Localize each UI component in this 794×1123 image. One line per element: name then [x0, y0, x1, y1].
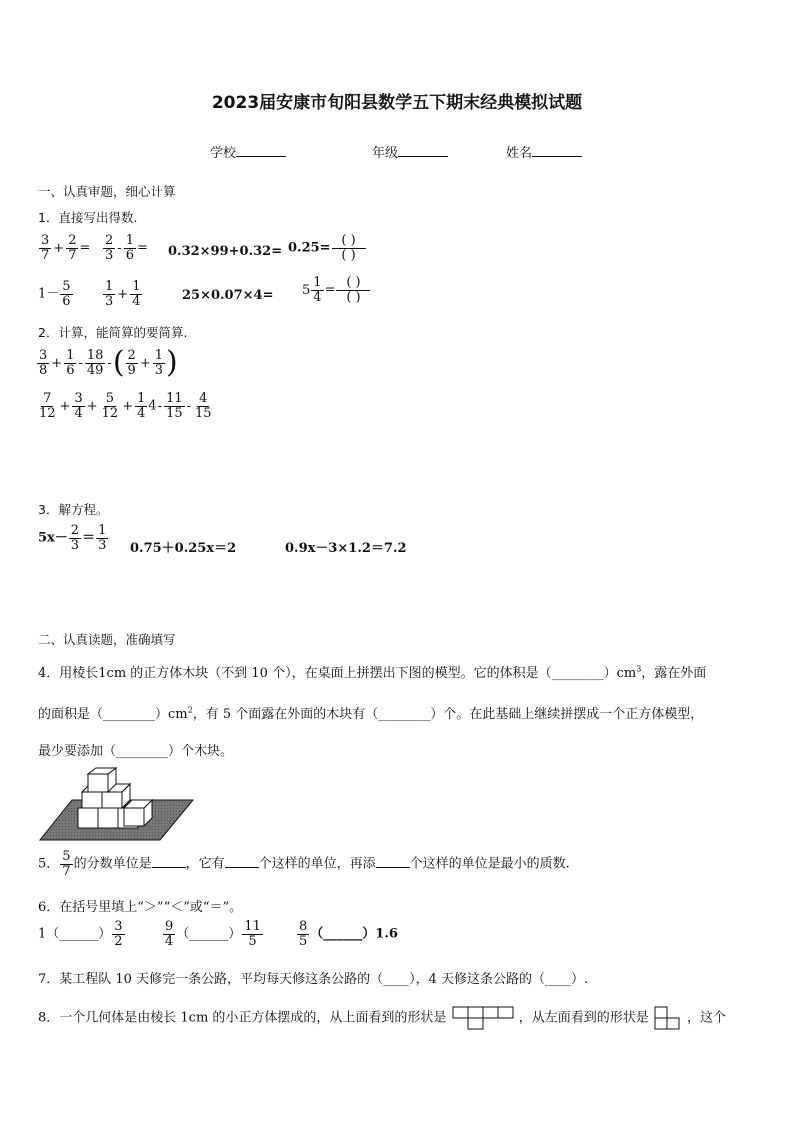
cube [88, 774, 108, 792]
q4-line-2: 的面积是$(\_\_\_\_\_\_\_\_)cm^2$，有 5 个面露在外面的木块有（________）个。在此基础上继续拼摆成一个正方体模型， [38, 705, 704, 722]
q2-expr-1: $\frac{3}{8}$ + $\frac{1}{6}$ - $\frac{18}{49}$ -( $\frac{2}{9}$ + $\frac{1}{3}$ ) [39, 345, 178, 380]
q8: 8．一个几何体是由棱长 1cm 的小正方体摆成的，从上面看到的形状是 ，从左面看到的形状是 ，这个 [38, 1005, 726, 1031]
name-label: 姓名 [506, 146, 533, 161]
section-1-heading: 一、认真审题，细心计算 [38, 184, 176, 199]
q5-blank-2[interactable] [225, 855, 259, 868]
q1-r2-c: 25×0.07×4= [182, 288, 274, 303]
school-field [210, 142, 286, 161]
q2-expr-2: $\frac{7}{12}$ + $\frac{3}{4}$ + $\frac{5}{12}$ + $\frac{1}{4}$ 4- $\frac{11}{15}$ - $\frac{4}{15}$ [39, 391, 212, 421]
q3-label: 3．解方程。 [38, 502, 109, 517]
q4-line-3: 最少要添加（________）个木块。 [38, 744, 234, 759]
q6-c: $\frac{8}{5}$ （______）1.6 [299, 919, 398, 949]
grade-field [372, 142, 448, 161]
q3-eq-c: 0.9x－3×1.2＝7.2 [285, 541, 407, 556]
q1-r1-d: 0.25= $\frac{( )}{( )}$ [288, 234, 367, 262]
q1-r2-a: 1－ $\frac{5}{6}$ [38, 279, 71, 309]
q7: 7．某工程队 10 天修完一条公路，平均每天修这条公路的（____），4 天修这条公路的（____）. [38, 972, 589, 987]
cube [82, 792, 102, 808]
name-blank[interactable] [532, 144, 582, 157]
q1-r1-b: $\frac{2}{3}$ - $\frac{1}{6}$ = [105, 233, 148, 263]
cube [124, 808, 144, 826]
q1-label: 1．直接写出得数. [38, 210, 138, 225]
q4-line-1: 4．用棱长1cm 的正方体木块（不到 10 个），在桌面上拼摆出下图的模型。它的体积是$(\_\_\_\_\_\_\_\_)cm^3$，露在外面 [38, 664, 707, 681]
q5-blank-1[interactable] [152, 855, 186, 868]
school-label: 学校 [210, 146, 237, 161]
page-title: 2023届安康市旬阳县数学五下期末经典模拟试题 [211, 93, 583, 113]
q1-r2-b: $\frac{1}{3}$ + $\frac{1}{4}$ [105, 279, 141, 309]
q3-eq-b: 0.75＋0.25x＝2 [130, 541, 237, 556]
grade-blank[interactable] [398, 144, 448, 157]
q1-r2-d: 5 $\frac{1}{4}$ = $\frac{( )}{( )}$ [302, 276, 371, 304]
top-view-shape [451, 1005, 515, 1031]
cube [78, 808, 98, 828]
school-blank[interactable] [236, 144, 286, 157]
cube [102, 792, 122, 808]
q6-b: $\frac{9}{4}$ （______） $\frac{11}{5}$ [165, 919, 261, 949]
cube [98, 808, 118, 828]
cube-model-figure [38, 766, 198, 842]
q2-label: 2．计算，能简算的要简算. [38, 325, 188, 340]
q5-blank-3[interactable] [376, 855, 410, 868]
q6-label: 6．在括号里填上“＞”“＜”或“＝”。 [38, 900, 243, 915]
q6-a: 1（______） $\frac{3}{2}$ [38, 919, 123, 949]
section-2-heading: 二、认真读题，准确填写 [38, 632, 176, 647]
q3-eq-a: 5x－ $\frac{2}{3}$ ＝ $\frac{1}{3}$ [38, 523, 107, 553]
q1-r1-a: $\frac{3}{7}$ + $\frac{2}{7}$ = [41, 233, 91, 263]
grade-label: 年级 [372, 146, 399, 161]
name-field [506, 142, 582, 161]
q1-r1-c: 0.32×99+0.32= [168, 244, 283, 259]
q5: 5． $\frac{5}{7}$ 的分数单位是 ，它有 个这样的单位，再添 个这样的单位是最小的质数. [38, 849, 570, 879]
left-view-shape [653, 1005, 683, 1031]
